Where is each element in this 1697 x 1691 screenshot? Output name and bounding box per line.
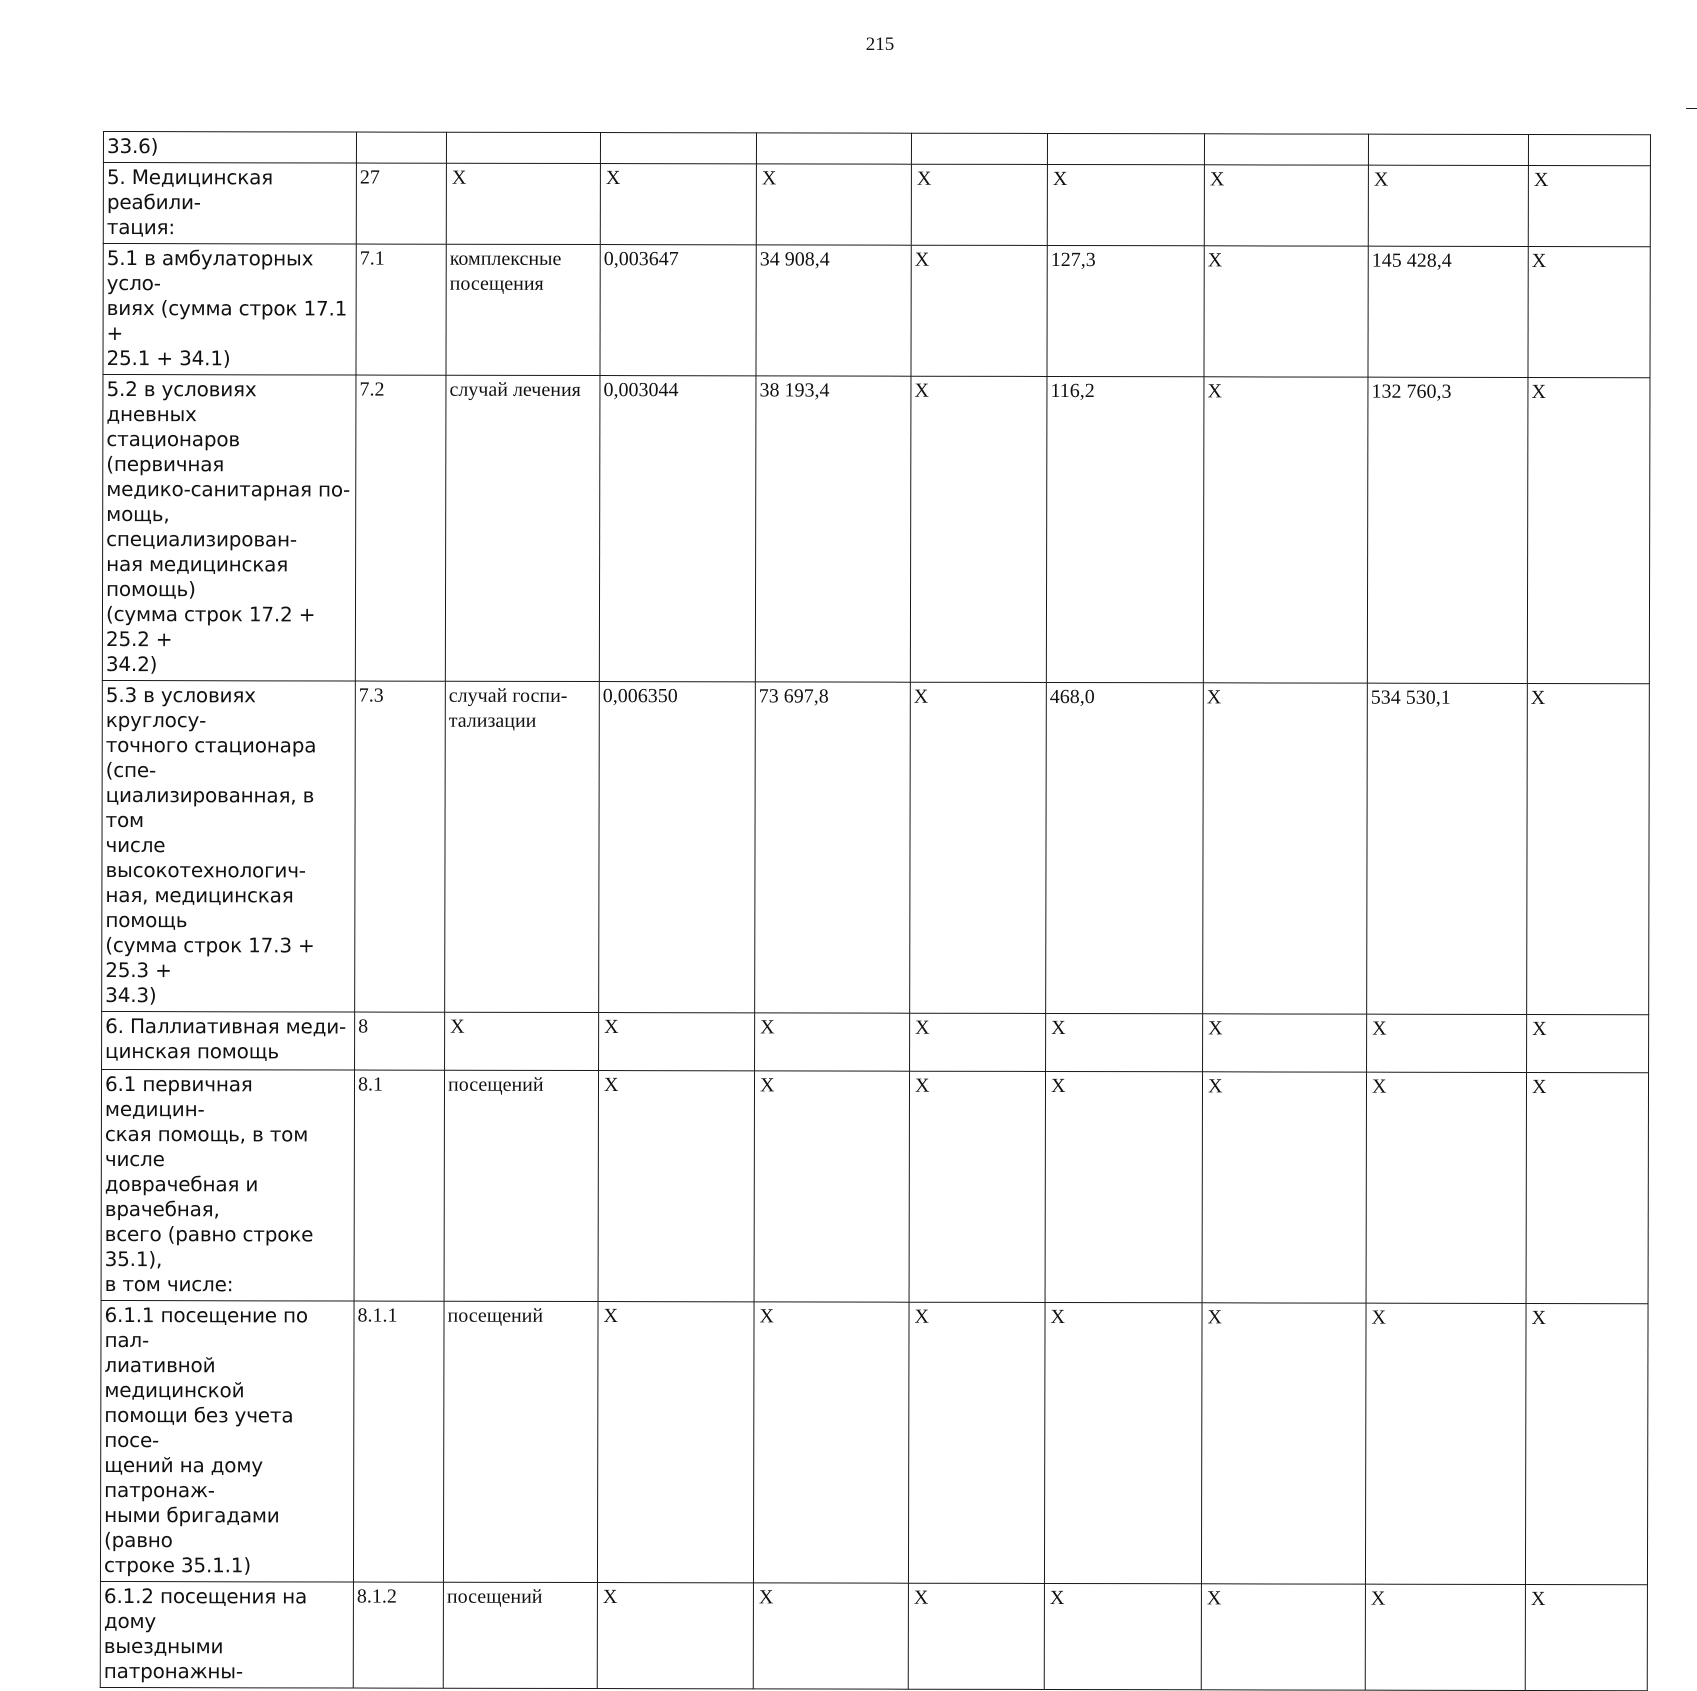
table-row — [100, 1581, 1647, 1690]
table-row — [100, 1300, 1648, 1584]
document-sheet — [100, 131, 1650, 1691]
value-cell: X — [1368, 165, 1528, 246]
row-description: 5.3 в условиях круглосу- точного стационара (спе- циализированная, в том числе высокотехнологич- ная, медицинская помощь (сумма строк 17.3 + 25.3 + 34.3) — [102, 680, 356, 1012]
value-cell: X — [753, 1583, 908, 1689]
row-code: 7.2 — [355, 375, 446, 681]
value-cell: X — [908, 1302, 1045, 1583]
value-cell: X — [598, 1071, 754, 1302]
value-cell: X — [1204, 246, 1368, 377]
value-cell: X — [1044, 1583, 1201, 1689]
row-unit: X — [446, 163, 600, 244]
value-cell: X — [1365, 1584, 1525, 1690]
value-cell: 38 193,4 — [755, 376, 911, 682]
table-row — [101, 1069, 1648, 1303]
value-cell: X — [908, 1583, 1044, 1689]
value-cell: X — [1203, 683, 1368, 1014]
value-cell: X — [1204, 165, 1368, 246]
table-row — [102, 680, 1650, 1014]
row-code: 8.1.2 — [353, 1582, 443, 1688]
value-cell — [756, 133, 911, 164]
value-cell: X — [753, 1302, 909, 1583]
row-unit: случай лечения — [445, 375, 600, 681]
value-cell: X — [1367, 1014, 1527, 1072]
table-body — [100, 132, 1650, 1691]
value-cell: X — [1202, 1072, 1366, 1303]
table-row — [103, 132, 1650, 166]
value-cell: X — [909, 1071, 1045, 1302]
value-cell — [1368, 134, 1528, 165]
row-code: 7.1 — [356, 244, 446, 375]
value-cell: X — [756, 164, 911, 245]
row-unit: посещений — [443, 1301, 598, 1582]
value-cell: 0,006350 — [599, 682, 756, 1013]
value-cell: X — [597, 1583, 753, 1689]
row-description: 6.1.2 посещения на дому выездными патронажны- — [100, 1581, 353, 1688]
row-unit: X — [445, 1012, 599, 1070]
value-cell: 0,003647 — [600, 245, 756, 376]
value-cell: X — [1201, 1303, 1366, 1584]
data-table — [100, 131, 1651, 1691]
value-cell: 0,003044 — [599, 376, 756, 682]
value-cell: X — [911, 164, 1047, 245]
row-code: 8.1.1 — [353, 1301, 444, 1582]
row-code: 8 — [355, 1012, 445, 1070]
value-cell: 116,2 — [1046, 376, 1204, 682]
value-cell: X — [1365, 1303, 1526, 1584]
row-unit — [446, 132, 600, 163]
value-cell: X — [1045, 1071, 1202, 1302]
value-cell: X — [1046, 1013, 1203, 1071]
value-cell: 145 428,4 — [1368, 246, 1528, 377]
value-cell: X — [911, 245, 1047, 376]
edge-mark — [1686, 108, 1697, 109]
row-description: 5.1 в амбулаторных усло- виях (сумма строк 17.1 + 25.1 + 34.1) — [103, 244, 356, 376]
row-code — [356, 132, 446, 163]
value-cell: X — [1525, 1303, 1648, 1584]
page-number: 215 — [865, 34, 895, 55]
value-cell: X — [1366, 1072, 1526, 1303]
value-cell: X — [1047, 164, 1204, 245]
value-cell — [600, 133, 756, 164]
row-description: 5. Медицинская реабили- тация: — [103, 163, 356, 245]
table-row — [102, 375, 1650, 684]
value-cell: X — [1528, 246, 1650, 377]
value-cell: X — [600, 164, 756, 245]
value-cell: X — [1203, 377, 1368, 683]
row-code: 8.1 — [354, 1070, 444, 1301]
value-cell: 132 760,3 — [1367, 377, 1528, 683]
row-unit: посещений — [444, 1070, 598, 1301]
value-cell: X — [910, 682, 1047, 1013]
row-description: 6.1.1 посещение по пал- лиативной медицинской помощи без учета посе- щений на дому патронаж- ными бригадами (равно строке 35.1.1) — [100, 1300, 354, 1582]
row-unit: случай госпи- тализации — [445, 681, 600, 1012]
row-description: 5.2 в условиях дневных стационаров (первичная медико-санитарная по- мощь, специализирован- ная медицинская помощь) (сумма строк 17.2 + 25.2 + 34.2) — [102, 375, 356, 682]
value-cell: X — [1527, 683, 1650, 1014]
value-cell: X — [1528, 165, 1650, 246]
value-cell — [1528, 134, 1650, 165]
row-unit: комплексные посещения — [446, 244, 600, 375]
value-cell: X — [1044, 1302, 1202, 1583]
value-cell: X — [1527, 377, 1650, 683]
row-description: 6. Паллиативная меди- цинская помощь — [102, 1011, 355, 1070]
value-cell: X — [755, 1013, 910, 1071]
value-cell: X — [1203, 1014, 1367, 1072]
value-cell — [1204, 134, 1368, 165]
value-cell — [1047, 133, 1204, 164]
value-cell: 34 908,4 — [756, 245, 911, 376]
value-cell: 534 530,1 — [1367, 683, 1528, 1014]
value-cell: X — [1527, 1014, 1649, 1072]
value-cell: 73 697,8 — [755, 682, 911, 1013]
value-cell: X — [910, 376, 1047, 682]
row-description: 33.6) — [103, 132, 356, 164]
value-cell — [911, 133, 1047, 164]
row-code: 27 — [356, 163, 446, 244]
table-row — [103, 244, 1650, 378]
table-row — [102, 1011, 1649, 1072]
value-cell: X — [1526, 1072, 1648, 1303]
value-cell: X — [1201, 1584, 1365, 1690]
row-description: 6.1 первичная медицин- ская помощь, в том числе доврачебная и врачебная, всего (равно строке 35.1), в том числе: — [101, 1069, 354, 1301]
row-unit: посещений — [443, 1582, 597, 1688]
value-cell: 127,3 — [1047, 245, 1204, 376]
value-cell: 468,0 — [1046, 682, 1204, 1013]
value-cell: X — [1525, 1584, 1647, 1690]
table-row — [103, 163, 1650, 247]
value-cell: X — [599, 1013, 755, 1071]
value-cell: X — [910, 1013, 1046, 1071]
value-cell: X — [597, 1302, 754, 1583]
row-code: 7.3 — [355, 681, 446, 1012]
value-cell: X — [754, 1071, 909, 1302]
